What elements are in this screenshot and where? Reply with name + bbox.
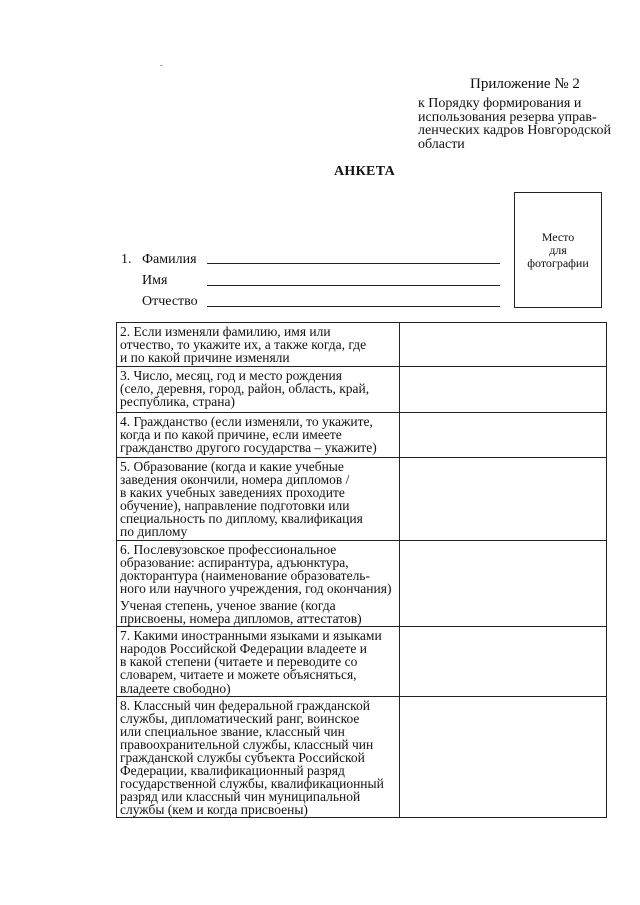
question-line: (село, деревня, город, район, область, край, — [120, 381, 370, 397]
answer-cell[interactable] — [400, 627, 607, 696]
appendix-subtitle-line: к Порядку формирования и — [418, 96, 582, 111]
answer-cell[interactable] — [400, 367, 607, 413]
question-cell — [117, 696, 400, 818]
question-line: владеете свободно) — [120, 680, 231, 696]
question-line: специальность по диплому, квалификация — [120, 511, 363, 527]
patronymic-field[interactable] — [207, 306, 500, 307]
question-cell — [117, 458, 400, 541]
question-line: словарем, читаете и можете объясняться, — [120, 667, 357, 683]
appendix-subtitle — [418, 97, 618, 151]
table-row — [117, 540, 607, 627]
questionnaire-table — [116, 322, 607, 818]
table-row — [117, 367, 607, 413]
question-line: 6. Послевузовское профессиональное — [120, 541, 337, 557]
appendix-subtitle-line: ленческих кадров Новгородской — [418, 123, 611, 138]
question-line: присвоены, номера дипломов, аттестатов) — [120, 611, 362, 627]
question-line: гражданской службы субъекта Российской — [120, 749, 365, 765]
question-line: службы, дипломатический ранг, воинское — [120, 710, 360, 726]
question-line: Ученая степень, ученое звание (когда — [120, 597, 336, 613]
photo-placeholder-line: Место — [541, 230, 575, 244]
table-row — [117, 323, 607, 367]
appendix-subtitle-line: использования резерва управ- — [418, 109, 597, 125]
scan-artifact — [160, 65, 163, 66]
field-number: 1. — [121, 252, 132, 267]
question-line: в каких учебных заведениях проходите — [120, 485, 345, 501]
answer-cell[interactable] — [400, 696, 607, 818]
question-line: образование: аспирантура, адъюнктура, — [120, 554, 349, 570]
surname-field[interactable] — [207, 263, 500, 264]
question-line: 7. Какими иностранными языками и языками — [120, 628, 382, 644]
photo-placeholder[interactable] — [514, 192, 602, 308]
question-line: Федерации, квалификационный разряд — [120, 763, 345, 779]
question-line: 3. Число, месяц, год и место рождения — [120, 368, 342, 383]
question-line: республика, страна) — [120, 394, 235, 410]
question-line: разряд или классный чин муниципальной — [120, 789, 361, 805]
question-cell — [117, 627, 400, 696]
question-line: обучение), направление подготовки или — [120, 498, 350, 514]
question-line: 5. Образование (когда и какие учебные — [120, 459, 344, 474]
question-line: 4. Гражданство (если изменяли, то укажите, — [120, 414, 373, 429]
question-line: докторантура (наименование образователь- — [120, 567, 370, 583]
question-line: службы (кем и когда присвоены) — [120, 802, 308, 818]
surname-label: Фамилия — [142, 252, 197, 267]
question-line: по диплому — [120, 524, 188, 540]
answer-cell[interactable] — [400, 540, 607, 627]
question-line: гражданство другого государства – укажите) — [120, 440, 377, 456]
question-line: и по какой причине изменяли — [120, 350, 290, 366]
table-row — [117, 413, 607, 458]
table-row — [117, 458, 607, 541]
question-line: 2. Если изменяли фамилию, имя или — [120, 324, 331, 339]
patronymic-label: Отчество — [142, 294, 198, 309]
question-cell — [117, 413, 400, 458]
question-line: отчество, то укажите их, а также когда, где — [120, 337, 367, 353]
photo-placeholder-line: для — [549, 243, 567, 257]
first-name-field[interactable] — [207, 285, 500, 286]
question-line: в какой степени (читаете и переводите со — [120, 654, 358, 670]
table-row — [117, 696, 607, 818]
question-line: народов Российской Федерации владеете и — [120, 641, 368, 657]
question-line: 8. Классный чин федеральной гражданской — [120, 697, 371, 713]
question-line: правоохранительной службы, классный чин — [120, 736, 374, 752]
answer-cell[interactable] — [400, 413, 607, 458]
appendix-subtitle-line: области — [418, 136, 465, 152]
question-line: или специальное звание, классный чин — [120, 723, 345, 739]
question-line: когда и по какой причине, если имеете — [120, 427, 342, 443]
form-title: АНКЕТА — [334, 164, 396, 179]
photo-placeholder-line: фотографии — [527, 256, 589, 270]
table-row — [117, 627, 607, 696]
question-cell — [117, 323, 400, 367]
question-line: государственной службы, квалификационный — [120, 776, 384, 792]
question-line: ного или научного учреждения, год окончания) — [120, 580, 392, 596]
appendix-title: Приложение № 2 — [470, 76, 580, 92]
question-cell — [117, 367, 400, 413]
question-line: заведения окончили, номера дипломов / — [120, 472, 350, 488]
first-name-label: Имя — [142, 273, 168, 288]
answer-cell[interactable] — [400, 458, 607, 541]
question-cell — [117, 540, 400, 627]
answer-cell[interactable] — [400, 323, 607, 367]
